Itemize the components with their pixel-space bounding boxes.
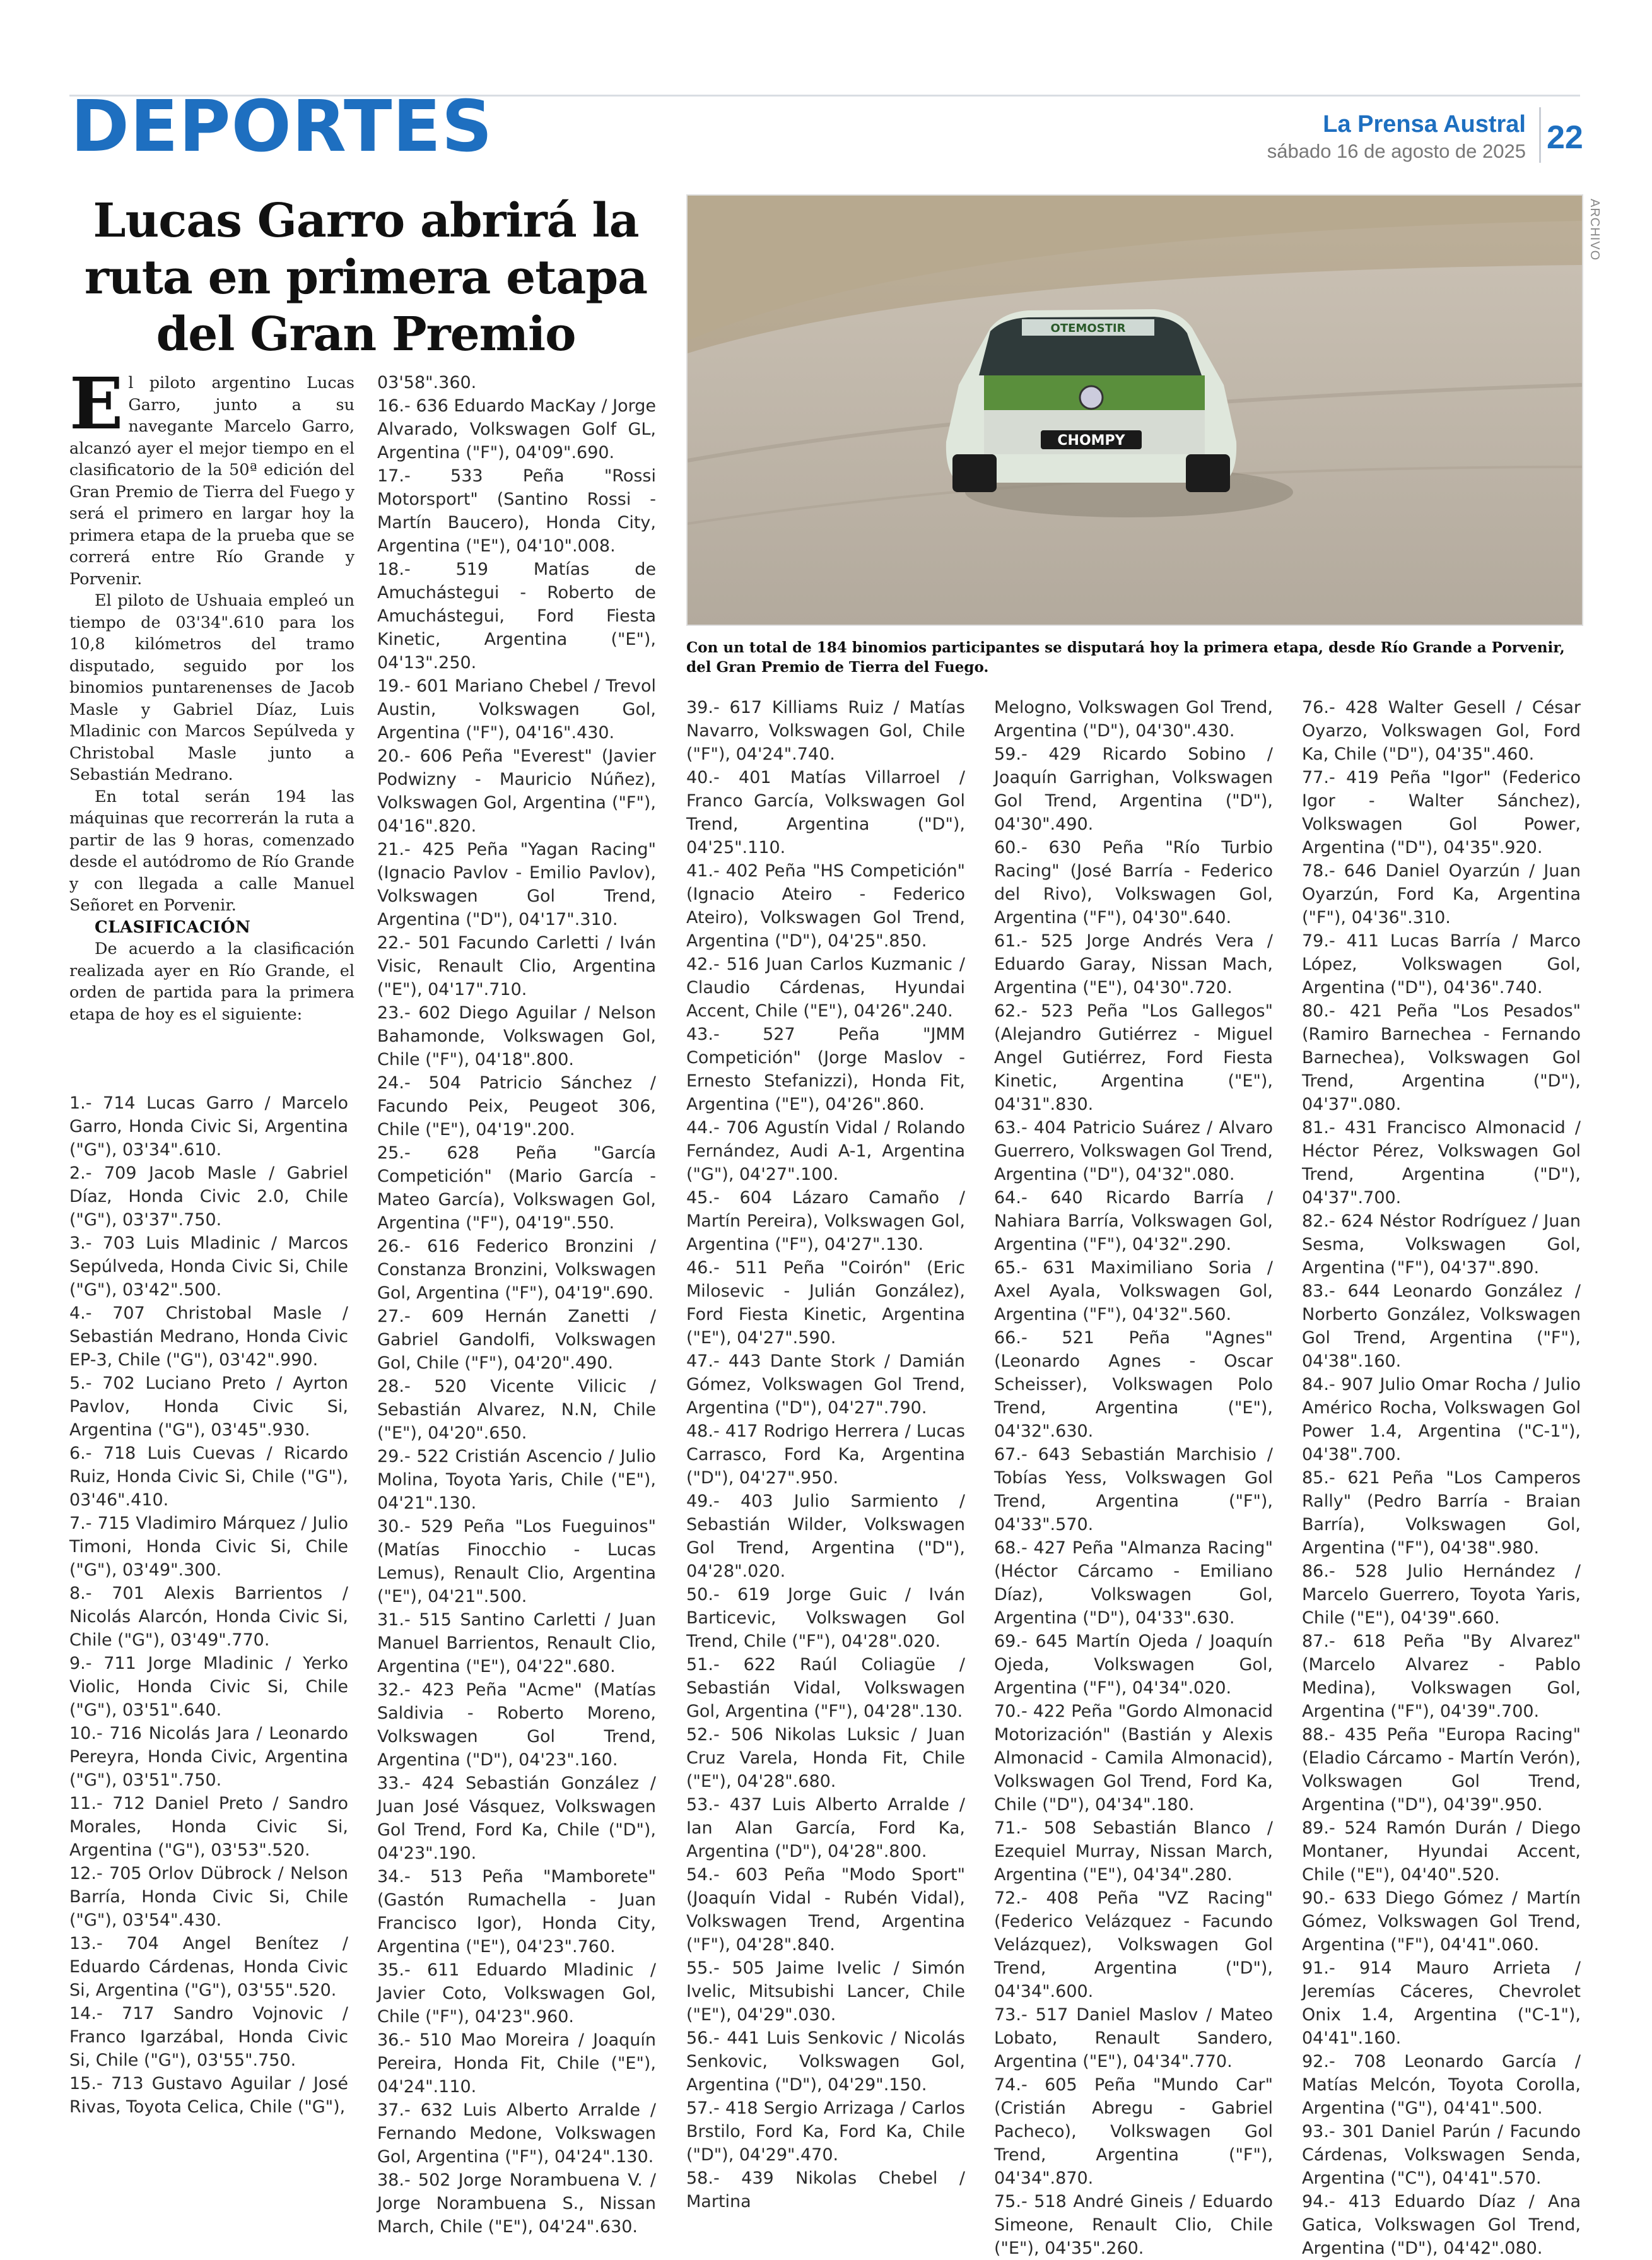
classification-entry: 41.- 402 Peña "HS Competición" (Ignacio Ateiro - Federico Ateiro), Volkswagen Gol Trend, Argentina ("D"), 04'25".850. [686,861,965,951]
classification-entry: 48.- 417 Rodrigo Herrera / Lucas Carrasco, Ford Ka, Argentina ("D"), 04'27".950. [686,1421,965,1488]
classification-entry: 26.- 616 Federico Bronzini / Constanza Bronzini, Volkswagen Gol, Argentina ("F"), 04'19".690. [377,1237,656,1303]
classification-column-3 [686,696,965,2213]
classification-entry: 37.- 632 Luis Alberto Arralde / Fernando Medone, Volkswagen Gol, Argentina ("F"), 04'24".130. [377,2100,656,2167]
classification-entry: 90.- 633 Diego Gómez / Martín Gómez, Volkswagen Gol Trend, Argentina ("F"), 04'41".060. [1302,1888,1581,1955]
classification-entry: 13.- 704 Angel Benítez / Eduardo Cárdenas, Honda Civic Si, Argentina ("G"), 03'55".520. [69,1934,348,2000]
classification-entry: 6.- 718 Luis Cuevas / Ricardo Ruiz, Honda Civic Si, Chile ("G"), 03'46".410. [69,1444,348,1510]
classification-entry: 9.- 711 Jorge Mladinic / Yerko Violic, Honda Civic Si, Chile ("G"), 03'51".640. [69,1654,348,1720]
classification-entry: 32.- 423 Peña "Acme" (Matías Saldivia - Roberto Moreno, Volkswagen Gol Trend, Argentina ("D"), 04'23".160. [377,1680,656,1770]
classification-entry: 78.- 646 Daniel Oyarzún / Juan Oyarzún, Ford Ka, Argentina ("F"), 04'36".310. [1302,861,1581,927]
classification-entry: 25.- 628 Peña "García Competición" (Mario García - Mateo García), Volkswagen Gol, Argentina ("F"), 04'19".550. [377,1143,656,1233]
classification-entry: 79.- 411 Lucas Barría / Marco López, Volkswagen Gol, Argentina ("D"), 04'36".740. [1302,931,1581,998]
paragraph-1-text: l piloto argentino Lucas Garro, junto a su navegante Marcelo Garro, alcanzó ayer el mejor tiempo en el clasificatorio de la 50ª edición del Gran Premio de Tierra del Fuego y será el primero en largar hoy la primera etapa de la prueba que se correrá entre Río Grande y Porvenir. [69,374,354,589]
classification-entry: 34.- 513 Peña "Mamborete" (Gastón Rumachella - Juan Francisco Igor), Honda City, Argentina ("E"), 04'23".760. [377,1867,656,1957]
classification-entry: 19.- 601 Mariano Chebel / Trevol Austin, Volkswagen Gol, Argentina ("F"), 04'16".430. [377,676,656,743]
classification-entry: 42.- 516 Juan Carlos Kuzmanic / Claudio Cárdenas, Hyundai Accent, Chile ("E"), 04'26".240. [686,955,965,1021]
classification-entry: 53.- 437 Luis Alberto Arralde / Ian Alan García, Ford Ka, Argentina ("D"), 04'28".800. [686,1795,965,1861]
classification-entry: 57.- 418 Sergio Arrizaga / Carlos Brstilo, Ford Ka, Ford Ka, Chile ("D"), 04'29".470. [686,2098,965,2165]
classification-entry: 61.- 525 Jorge Andrés Vera / Eduardo Garay, Nissan Mach, Argentina ("E"), 04'30".720. [994,931,1273,998]
photo-illustration [688,196,1582,625]
classification-entry: 4.- 707 Christobal Masle / Sebastián Medrano, Honda Civic EP-3, Chile ("G"), 03'42".990. [69,1304,348,1370]
article-headline: Lucas Garro abrirá la ruta en primera etapa del Gran Premio [84,194,648,362]
classification-entry: 65.- 631 Maximiliano Soria / Axel Ayala, Volkswagen Gol, Argentina ("F"), 04'32".560. [994,1258,1273,1324]
classification-entry: 10.- 716 Nicolás Jara / Leonardo Pereyra, Honda Civic, Argentina ("G"), 03'51".750. [69,1724,348,1790]
classification-entry: 66.- 521 Peña "Agnes" (Leonardo Agnes - Oscar Scheisser), Volkswagen Polo Trend, Argentina ("E"), 04'32".630. [994,1328,1273,1441]
classification-entry: 91.- 914 Mauro Arrieta / Jeremías Cáceres, Chevrolet Onix 1.4, Argentina ("C-1"), 04'41".160. [1302,1958,1581,2048]
classification-entry: 82.- 624 Néstor Rodríguez / Juan Sesma, Volkswagen Gol, Argentina ("F"), 04'37".890. [1302,1211,1581,1278]
section-subhead: CLASIFICACIÓN [95,917,251,937]
classification-entry: 21.- 425 Peña "Yagan Racing" (Ignacio Pavlov - Emilio Pavlov), Volkswagen Gol Trend, Argentina ("D"), 04'17".310. [377,840,656,929]
classification-entry: 30.- 529 Peña "Los Fueguinos" (Matías Finocchio - Lucas Lemus), Renault Clio, Argentina ("E"), 04'21".500. [377,1517,656,1606]
rally-car-photo [686,194,1583,626]
classification-column-2 [377,371,656,2239]
bumper-plate: CHOMPY [1057,433,1125,449]
classification-entry: 35.- 611 Eduardo Mladinic / Javier Coto, Volkswagen Gol, Chile ("F"), 04'23".960. [377,1960,656,2027]
classification-entry: 52.- 506 Nikolas Luksic / Juan Cruz Varela, Honda Fit, Chile ("E"), 04'28".680. [686,1725,965,1791]
paragraph-3: En total serán 194 las máquinas que recorrerán la ruta a partir de las 9 horas, comenzado desde el autódromo de Río Grande y con llegada a calle Manuel Señoret en Porvenir. [69,787,354,915]
classification-entry: 71.- 508 Sebastián Blanco / Ezequiel Murray, Nissan March, Argentina ("E"), 04'34".280. [994,1818,1273,1885]
classification-entry: 15.- 713 Gustavo Aguilar / José Rivas, Toyota Celica, Chile ("G"), [69,2074,348,2117]
rally-car [946,309,1236,492]
paragraph-2: El piloto de Ushuaia empleó un tiempo de 03'34".610 para los 10,8 kilómetros del tramo disputado, seguido por los binomios puntarenenses de Jacob Masle y Gabriel Díaz, Luis Mladinic con Marcos Sepúlveda y Christobal Masle junto a Sebastián Medrano. [69,591,354,784]
classification-entry: 47.- 443 Dante Stork / Damián Gómez, Volkswagen Gol Trend, Argentina ("D"), 04'27".790. [686,1351,965,1418]
classification-entry: 94.- 413 Eduardo Díaz / Ana Gatica, Volkswagen Gol Trend, Argentina ("D"), 04'42".080. [1302,2192,1581,2258]
classification-entry: 1.- 714 Lucas Garro / Marcelo Garro, Honda Civic Si, Argentina ("G"), 03'34".610. [69,1093,348,1160]
classification-entry: 03'58".360. [377,373,477,392]
classification-entry: 70.- 422 Peña "Gordo Almonacid Motorización" (Bastián y Alexis Almonacid - Camila Almonacid), Volkswagen Gol Trend, Ford Ka, Chile ("D"), 04'34".180. [994,1702,1273,1815]
classification-entry: 55.- 505 Jaime Ivelic / Simón Ivelic, Mitsubishi Lancer, Chile ("E"), 04'29".030. [686,1958,965,2025]
classification-entry: 8.- 701 Alexis Barrientos / Nicolás Alarcón, Honda Civic Si, Chile ("G"), 03'49".770. [69,1584,348,1650]
classification-entry: 18.- 519 Matías de Amuchástegui - Roberto de Amuchástegui, Ford Fiesta Kinetic, Argentina ("E"), 04'13".250. [377,560,656,673]
classification-entry: 7.- 715 Vladimiro Márquez / Julio Timoni, Honda Civic Si, Chile ("G"), 03'49".300. [69,1514,348,1580]
classification-entry: 86.- 528 Julio Hernández / Marcelo Guerrero, Toyota Yaris, Chile ("E"), 04'39".660. [1302,1562,1581,1628]
classification-column-4 [994,696,1273,2260]
classification-entry: 29.- 522 Cristián Ascencio / Julio Molina, Toyota Yaris, Chile ("E"), 04'21".130. [377,1447,656,1513]
classification-entry: 64.- 640 Ricardo Barría / Nahiara Barría, Volkswagen Gol, Argentina ("F"), 04'32".290. [994,1188,1273,1254]
classification-entry: 28.- 520 Vicente Vilicic / Sebastián Alvarez, N.N, Chile ("E"), 04'20".650. [377,1377,656,1443]
classification-entry: 36.- 510 Mao Moreira / Joaquín Pereira, Honda Fit, Chile ("E"), 04'24".110. [377,2030,656,2097]
classification-entry: 38.- 502 Jorge Norambuena V. / Jorge Norambuena S., Nissan March, Chile ("E"), 04'24".630. [377,2170,656,2237]
publication-name: La Prensa Austral [1323,111,1526,138]
classification-entry: 81.- 431 Francisco Almonacid / Héctor Pérez, Volkswagen Gol Trend, Argentina ("D"), 04'37".700. [1302,1118,1581,1208]
classification-entry: 74.- 605 Peña "Mundo Car" (Cristián Abregu - Gabriel Pacheco), Volkswagen Gol Trend, Argentina ("F"), 04'34".870. [994,2075,1273,2188]
classification-entry: 46.- 511 Peña "Coirón" (Eric Milosevic - Julián González), Ford Fiesta Kinetic, Argentina ("E"), 04'27".590. [686,1258,965,1348]
classification-entry: 27.- 609 Hernán Zanetti / Gabriel Gandolfi, Volkswagen Gol, Chile ("F"), 04'20".490. [377,1307,656,1373]
paragraph-4: De acuerdo a la clasificación realizada ayer en Río Grande, el orden de partida para la primera etapa de hoy es el siguiente: [69,939,354,1024]
classification-entry: 50.- 619 Jorge Guic / Iván Barticevic, Volkswagen Gol Trend, Chile ("F"), 04'28".020. [686,1585,965,1651]
classification-entry: 92.- 708 Leonardo García / Matías Melcón, Toyota Corolla, Argentina ("G"), 04'41".500. [1302,2052,1581,2118]
classification-entry: 67.- 643 Sebastián Marchisio / Tobías Yess, Volkswagen Gol Trend, Argentina ("F"), 04'33".570. [994,1445,1273,1534]
classification-entry: 75.- 518 André Gineis / Eduardo Simeone, Renault Clio, Chile ("E"), 04'35".260. [994,2192,1273,2258]
classification-entry: 23.- 602 Diego Aguilar / Nelson Bahamonde, Volkswagen Gol, Chile ("F"), 04'18".800. [377,1003,656,1069]
classification-entry: 72.- 408 Peña "VZ Racing" (Federico Velázquez - Facundo Velázquez), Volkswagen Gol Trend, Argentina ("D"), 04'34".600. [994,1888,1273,2001]
classification-entry: 51.- 622 Raúl Coliagüe / Sebastián Vidal, Volkswagen Gol, Argentina ("F"), 04'28".130. [686,1655,965,1721]
classification-entry: 76.- 428 Walter Gesell / César Oyarzo, Volkswagen Gol, Ford Ka, Chile ("D"), 04'35".460. [1302,698,1581,764]
classification-column-5 [1302,696,1581,2260]
classification-entry: 89.- 524 Ramón Durán / Diego Montaner, Hyundai Accent, Chile ("E"), 04'40".520. [1302,1818,1581,1885]
classification-entry: 58.- 439 Nikolas Chebel / Martina [686,2169,965,2211]
classification-entry: 3.- 703 Luis Mladinic / Marcos Sepúlveda, Honda Civic Si, Chile ("G"), 03'42".500. [69,1233,348,1300]
classification-entry: 43.- 527 Peña "JMM Competición" (Jorge Maslov - Ernesto Stefanizzi), Honda Fit, Argentina ("E"), 04'26".860. [686,1025,965,1114]
classification-entry: 83.- 644 Leonardo González / Norberto González, Volkswagen Gol Trend, Argentina ("F"), 04'38".160. [1302,1281,1581,1371]
classification-entry: 60.- 630 Peña "Río Turbio Racing" (José Barría - Federico del Rivo), Volkswagen Gol, Argentina ("F"), 04'30".640. [994,838,1273,927]
classification-entry: 54.- 603 Peña "Modo Sport" (Joaquín Vidal - Rubén Vidal), Volkswagen Trend, Argentina ("F"), 04'28".840. [686,1865,965,1955]
classification-entry: 49.- 403 Julio Sarmiento / Sebastián Wilder, Volkswagen Gol Trend, Argentina ("D"), 04'28".020. [686,1492,965,1581]
header-divider [1539,107,1541,163]
classification-entry: 93.- 301 Daniel Parún / Facundo Cárdenas, Volkswagen Senda, Argentina ("C"), 04'41".570. [1302,2122,1581,2188]
classification-entry: 69.- 645 Martín Ojeda / Joaquín Ojeda, Volkswagen Gol, Argentina ("F"), 04'34".020. [994,1632,1273,1698]
page-number: 22 [1547,119,1583,156]
masthead [1267,112,1526,163]
classification-entry: 80.- 421 Peña "Los Pesados" (Ramiro Barnechea - Fernando Barnechea), Volkswagen Gol Trend, Argentina ("D"), 04'37".080. [1302,1001,1581,1114]
classification-entry: 62.- 523 Peña "Los Gallegos" (Alejandro Gutiérrez - Miguel Angel Gutiérrez, Ford Fiesta Kinetic, Argentina ("E"), 04'31".830. [994,1001,1273,1114]
classification-entry: 31.- 515 Santino Carletti / Juan Manuel Barrientos, Renault Clio, Argentina ("E"), 04'22".680. [377,1610,656,1676]
classification-column-1 [69,1092,348,2119]
classification-entry: 33.- 424 Sebastián González / Juan José Vásquez, Volkswagen Gol Trend, Ford Ka, Chile ("D"), 04'23".190. [377,1774,656,1863]
publication-date: sábado 16 de agosto de 2025 [1267,139,1526,162]
section-title: DEPORTES [71,86,493,168]
classification-entry: 24.- 504 Patricio Sánchez / Facundo Peix, Peugeot 306, Chile ("E"), 04'19".200. [377,1073,656,1139]
classification-entry: 68.- 427 Peña "Almanza Racing" (Héctor Cárcamo - Emiliano Díaz), Volkswagen Gol, Argentina ("D"), 04'33".630. [994,1538,1273,1628]
classification-entry: 11.- 712 Daniel Preto / Sandro Morales, Honda Civic Si, Argentina ("G"), 03'53".520. [69,1794,348,1860]
classification-entry: 40.- 401 Matías Villarroel / Franco García, Volkswagen Gol Trend, Argentina ("D"), 04'25".110. [686,768,965,857]
classification-entry: 45.- 604 Lázaro Camaño / Martín Pereira), Volkswagen Gol, Argentina ("F"), 04'27".130. [686,1188,965,1254]
classification-entry: Melogno, Volkswagen Gol Trend, Argentina ("D"), 04'30".430. [994,698,1273,741]
classification-entry: 56.- 441 Luis Senkovic / Nicolás Senkovic, Volkswagen Gol, Argentina ("D"), 04'29".150. [686,2028,965,2095]
classification-entry: 87.- 618 Peña "By Alvarez" (Marcelo Alvarez - Pablo Medina), Volkswagen Gol, Argentina ("F"), 04'39".700. [1302,1632,1581,1721]
windshield-banner: OTEMOSTIR [1050,322,1126,335]
paragraph-1 [69,363,354,590]
classification-entry: 22.- 501 Facundo Carletti / Iván Visic, Renault Clio, Argentina ("E"), 04'17".710. [377,933,656,999]
classification-entry: 44.- 706 Agustín Vidal / Rolando Fernández, Audi A-1, Argentina ("G"), 04'27".100. [686,1118,965,1184]
photo-credit: ARCHIVO [1588,199,1602,261]
classification-entry: 5.- 702 Luciano Preto / Ayrton Pavlov, Honda Civic Si, Argentina ("G"), 03'45".930. [69,1374,348,1440]
classification-entry: 73.- 517 Daniel Maslov / Mateo Lobato, Renault Sandero, Argentina ("E"), 04'34".770. [994,2005,1273,2071]
drop-cap: E [69,363,124,445]
classification-entry: 63.- 404 Patricio Suárez / Alvaro Guerrero, Volkswagen Gol Trend, Argentina ("D"), 04'32".080. [994,1118,1273,1184]
classification-entry: 2.- 709 Jacob Masle / Gabriel Díaz, Honda Civic 2.0, Chile ("G"), 03'37".750. [69,1163,348,1230]
classification-entry: 84.- 907 Julio Omar Rocha / Julio Américo Rocha, Volkswagen Gol Power 1.4, Argentina ("C-1"), 04'38".700. [1302,1375,1581,1464]
classification-entry: 85.- 621 Peña "Los Camperos Rally" (Pedro Barría - Braian Barría), Volkswagen Gol, Argentina ("F"), 04'38".980. [1302,1468,1581,1558]
classification-entry: 16.- 636 Eduardo MacKay / Jorge Alvarado, Volkswagen Golf GL, Argentina ("F"), 04'09".690. [377,396,656,462]
classification-entry: 88.- 435 Peña "Europa Racing" (Eladio Cárcamo - Martín Verón), Volkswagen Gol Trend, Argentina ("D"), 04'39".950. [1302,1725,1581,1815]
classification-entry: 59.- 429 Ricardo Sobino / Joaquín Garrighan, Volkswagen Gol Trend, Argentina ("D"), 04'30".490. [994,745,1273,834]
article-body [69,363,354,1025]
classification-entry: 20.- 606 Peña "Everest" (Javier Podwizny - Mauricio Núñez), Volkswagen Gol, Argentina ("F"), 04'16".820. [377,746,656,836]
photo-caption: Con un total de 184 binomios participantes se disputará hoy la primera etapa, desde Río Grande a Porvenir, del Gran Premio de Tierra del Fuego. [686,639,1565,676]
classification-entry: 39.- 617 Killiams Ruiz / Matías Navarro, Volkswagen Gol, Chile ("F"), 04'24".740. [686,698,965,764]
classification-entry: 77.- 419 Peña "Igor" (Federico Igor - Walter Sánchez), Volkswagen Gol Power, Argentina ("D"), 04'35".920. [1302,768,1581,857]
classification-entry: 12.- 705 Orlov Dübrock / Nelson Barría, Honda Civic Si, Chile ("G"), 03'54".430. [69,1864,348,1930]
classification-entry: 17.- 533 Peña "Rossi Motorsport" (Santino Rossi - Martín Baucero), Honda City, Argentina ("E"), 04'10".008. [377,466,656,556]
classification-entry: 14.- 717 Sandro Vojnovic / Franco Igarzábal, Honda Civic Si, Chile ("G"), 03'55".750. [69,2004,348,2070]
